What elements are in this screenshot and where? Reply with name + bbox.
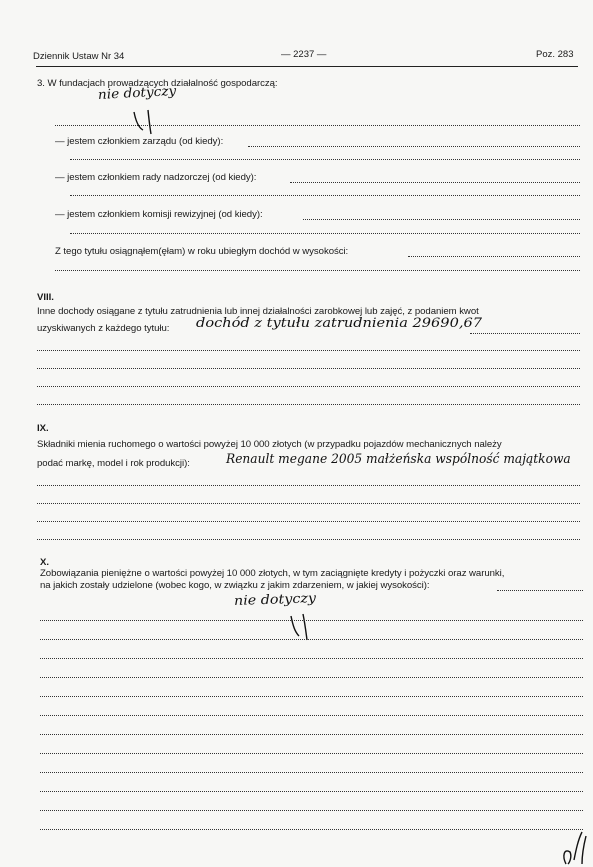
answer-line xyxy=(40,658,583,659)
board-member-label: — jestem członkiem zarządu (od kiedy): xyxy=(55,136,224,147)
signature-stroke xyxy=(128,108,168,138)
answer-line xyxy=(40,791,583,792)
answer-line xyxy=(40,715,583,716)
section8-line1: Inne dochody osiągane z tytułu zatrudnienia lub innej działalności zarobkowej lub zajęć, z podaniem kwot xyxy=(37,306,479,317)
answer-line xyxy=(37,368,580,369)
answer-line xyxy=(408,256,580,257)
section10-line2: na jakich zostały udzielone (wobec kogo, w związku z jakim zdarzeniem, w jakiej wysokości): xyxy=(40,580,430,591)
audit-member-label: — jestem członkiem komisji rewizyjnej (od kiedy): xyxy=(55,209,263,220)
section9-number: IX. xyxy=(37,423,49,434)
income-label: Z tego tytułu osiągnąłem(ęłam) w roku ubiegłym dochód w wysokości: xyxy=(55,246,349,257)
answer-line xyxy=(37,521,580,522)
section9-line1: Składniki mienia ruchomego o wartości powyżej 10 000 złotych (w przypadku pojazdów mechanicznych należy xyxy=(37,439,502,450)
answer-line xyxy=(37,350,580,351)
answer-line xyxy=(290,182,580,183)
answer-line xyxy=(303,219,580,220)
section9-line2: podać markę, model i rok produkcji): xyxy=(37,458,190,469)
position-number: Poz. 283 xyxy=(536,49,574,60)
section10-handwritten-answer: nie dotyczy xyxy=(233,591,317,609)
answer-line xyxy=(37,485,580,486)
section10-number: X. xyxy=(40,557,49,568)
section8-handwritten-answer: dochód z tytułu zatrudnienia 29690,67 xyxy=(196,316,483,331)
answer-line xyxy=(40,810,583,811)
answer-line xyxy=(248,146,580,147)
page-number: — 2237 — xyxy=(281,49,327,60)
section3-handwritten-answer: nie dotyczy xyxy=(97,83,177,103)
section3-heading: 3. W fundacjach prowadzących działalność gospodarczą: xyxy=(37,78,278,89)
initials-signature xyxy=(556,830,590,866)
answer-line xyxy=(40,639,583,640)
answer-line xyxy=(37,404,580,405)
supervisory-member-label: — jestem członkiem rady nadzorczej (od kiedy): xyxy=(55,172,257,183)
answer-line xyxy=(70,159,580,160)
answer-line xyxy=(40,772,583,773)
answer-line xyxy=(37,539,580,540)
answer-line xyxy=(37,386,580,387)
answer-line xyxy=(470,333,580,334)
answer-line xyxy=(40,620,583,621)
answer-line xyxy=(497,590,583,591)
signature-stroke xyxy=(283,612,323,642)
answer-line xyxy=(40,677,583,678)
answer-line xyxy=(55,270,580,271)
answer-line xyxy=(70,233,580,234)
section10-line1: Zobowiązania pieniężne o wartości powyżej 10 000 złotych, w tym zaciągnięte kredyty i pożyczki oraz warunki, xyxy=(40,568,505,579)
answer-line xyxy=(40,734,583,735)
answer-line xyxy=(40,829,583,830)
answer-line xyxy=(70,195,580,196)
section8-line2: uzyskiwanych z każdego tytułu: xyxy=(37,323,170,334)
answer-line xyxy=(37,503,580,504)
answer-line xyxy=(40,696,583,697)
journal-title: Dziennik Ustaw Nr 34 xyxy=(33,51,125,62)
answer-line xyxy=(40,753,583,754)
header-rule xyxy=(36,66,578,67)
section8-number: VIII. xyxy=(37,292,54,303)
section9-handwritten-answer: Renault megane 2005 małżeńska wspólność majątkowa xyxy=(226,452,571,467)
